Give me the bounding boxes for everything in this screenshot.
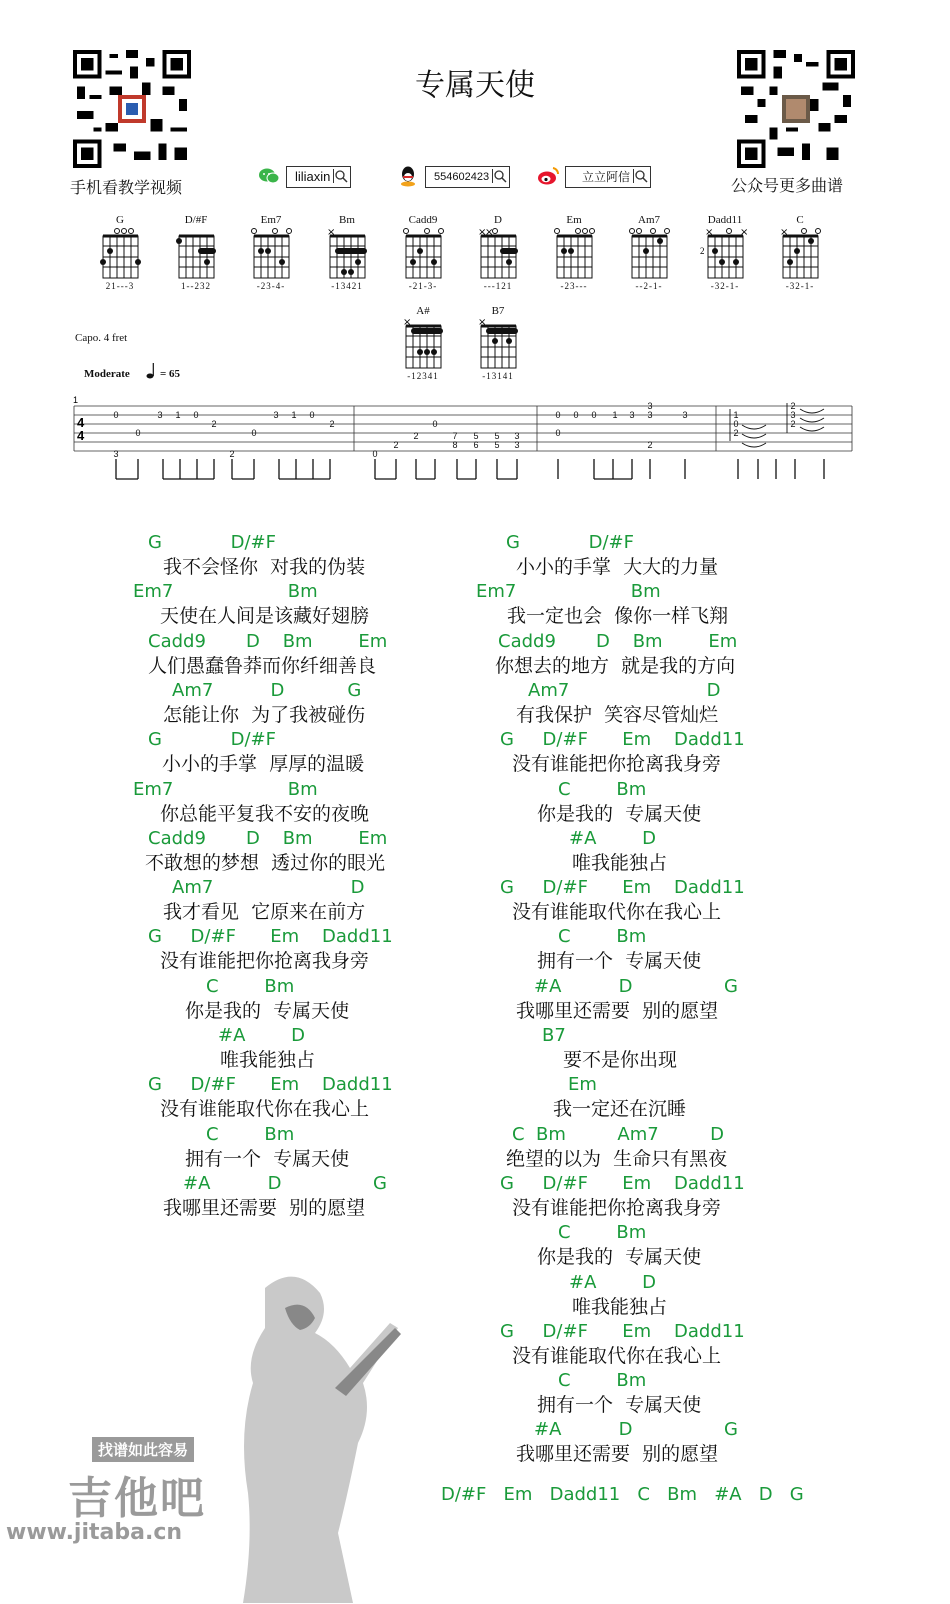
lyric-line: 没有谁能把你抢离我身旁	[512, 753, 722, 776]
guitarist-silhouette	[225, 1268, 425, 1604]
lyric-line: 怎能让你 为了我被碰伤	[163, 703, 366, 726]
chord-line: Am7 D G	[172, 679, 362, 701]
svg-text:2: 2	[393, 440, 399, 450]
chord-line: #A D G	[534, 975, 738, 997]
chord-line: #A D	[569, 827, 657, 849]
lyric-line: 小小的手掌 厚厚的温暖	[162, 753, 365, 776]
chord-name: Dadd11	[707, 214, 743, 226]
lyric-line: 没有谁能取代你在我心上	[512, 1344, 722, 1367]
lyric-line: 小小的手掌 大大的力量	[516, 556, 719, 578]
song-title: 专属天使	[415, 68, 535, 103]
time-sig-top: 4	[77, 415, 85, 430]
lyric-line: 你是我的 专属天使	[185, 999, 350, 1022]
chord-name: Em7	[260, 214, 282, 226]
lyric-line: 唯我能独占	[572, 1295, 668, 1318]
chord-line: G D/#F Em Dadd11	[500, 1172, 745, 1194]
svg-text:5: 5	[494, 431, 500, 441]
svg-text:2: 2	[647, 440, 653, 450]
chord-fingering: ---121	[483, 281, 513, 291]
chord-name: Em	[566, 214, 582, 226]
svg-text:3: 3	[113, 449, 119, 459]
tablature	[0, 395, 950, 485]
svg-text:×: ×	[485, 227, 494, 238]
chord-fingering: -32-1-	[710, 281, 740, 291]
svg-text:2: 2	[700, 246, 705, 256]
capo-label: Capo. 4 fret	[75, 332, 128, 344]
svg-text:×: ×	[740, 227, 749, 238]
lyric-line: 你总能平复我不安的夜晚	[160, 802, 370, 825]
chord-line: C Bm	[558, 926, 647, 948]
chord-line: Em7 Bm	[133, 581, 318, 603]
chord-line: C Bm	[558, 1222, 647, 1244]
lyric-line: 我一定也会 像你一样飞翔	[507, 605, 729, 628]
qq-id-box	[425, 166, 510, 188]
chord-line: C Bm	[206, 975, 295, 997]
qq-icon	[398, 165, 418, 187]
lyric-line: 人们愚蠢鲁莽而你纤细善良	[148, 654, 377, 677]
svg-text:0: 0	[555, 428, 561, 438]
chord-line: Cadd9 D Bm Em	[498, 630, 738, 652]
lyric-line: 没有谁能把你抢离我身旁	[160, 950, 370, 973]
chord-line: C Bm	[558, 1370, 647, 1392]
chord-fingering: -21-3-	[408, 281, 438, 291]
chord-grids-row2	[0, 316, 950, 372]
svg-text:2: 2	[229, 449, 235, 459]
lyric-line: 拥有一个 专属天使	[537, 1394, 702, 1417]
svg-text:0: 0	[591, 410, 597, 420]
svg-text:2: 2	[211, 419, 217, 429]
chord-line: G D/#F Em Dadd11	[500, 1320, 745, 1342]
chord-line: Am7 D	[528, 679, 721, 701]
svg-text:0: 0	[135, 428, 141, 438]
lyric-line: 有我保护 笑容尽管灿烂	[516, 703, 719, 726]
chord-fingering: -23-4-	[256, 281, 286, 291]
svg-text:1: 1	[175, 410, 181, 420]
chord-line: #A D	[569, 1271, 657, 1293]
lyric-line: 唯我能独占	[572, 851, 668, 874]
chord-line: Em7 Bm	[133, 778, 318, 800]
svg-text:3: 3	[514, 440, 520, 450]
chord-fingering: -23---	[560, 281, 588, 291]
lyric-line: 没有谁能把你抢离我身旁	[512, 1196, 722, 1219]
lyric-line: 没有谁能取代你在我心上	[160, 1098, 370, 1121]
svg-text:0: 0	[309, 410, 315, 420]
watermark-slogan: 找谱如此容易	[92, 1437, 194, 1462]
lyric-line: 你是我的 专属天使	[537, 1246, 702, 1269]
svg-text:×: ×	[327, 227, 336, 238]
svg-text:3: 3	[790, 410, 796, 420]
watermark-url: www.jitaba.cn	[6, 1520, 183, 1545]
chord-name: B7	[491, 305, 505, 317]
ending-chords: D/#F Em Dadd11 C Bm #A D G	[441, 1484, 804, 1505]
svg-text:×: ×	[478, 317, 487, 328]
svg-text:0: 0	[555, 410, 561, 420]
svg-text:0: 0	[372, 449, 378, 459]
svg-text:3: 3	[157, 410, 163, 420]
search-icon	[633, 169, 648, 183]
chord-line: G D/#F	[148, 729, 276, 751]
chord-name: D/#F	[184, 214, 208, 226]
chord-line: #A D	[218, 1025, 306, 1046]
svg-text:0: 0	[113, 410, 119, 420]
svg-text:7: 7	[452, 431, 458, 441]
chord-name: Cadd9	[408, 214, 438, 226]
chord-fingering: -13421	[331, 281, 363, 291]
chord-line: Cadd9 D Bm Em	[148, 827, 388, 849]
chord-name: G	[116, 214, 124, 226]
svg-text:0: 0	[251, 428, 257, 438]
chord-line: C Bm Am7 D	[512, 1123, 725, 1145]
chord-line: G D/#F Em Dadd11	[148, 1074, 393, 1096]
svg-text:1: 1	[291, 410, 297, 420]
chord-line: G D/#F	[506, 532, 634, 553]
svg-text:5: 5	[473, 431, 479, 441]
lyric-line: 我不会怪你 对我的伪装	[163, 556, 366, 578]
lyric-line: 唯我能独占	[220, 1049, 316, 1071]
svg-text:3: 3	[647, 410, 653, 420]
chord-line: G D/#F Em Dadd11	[500, 729, 745, 751]
lyric-line: 我一定还在沉睡	[553, 1098, 687, 1121]
chord-name: Bm	[339, 214, 355, 226]
time-sig-bottom: 4	[77, 428, 85, 443]
qr-code-right	[737, 50, 855, 168]
chord-line: B7	[542, 1025, 566, 1046]
svg-text:×: ×	[780, 227, 789, 238]
lyric-line: 你是我的 专属天使	[537, 802, 702, 825]
tempo-label: Moderate	[84, 368, 130, 380]
svg-text:5: 5	[494, 440, 500, 450]
svg-text:×: ×	[478, 227, 487, 238]
lyric-line: 你想去的地方 就是我的方向	[495, 654, 736, 677]
svg-text:2: 2	[413, 431, 419, 441]
svg-text:0: 0	[573, 410, 579, 420]
chord-fingering: 1--232	[181, 281, 211, 291]
weibo-id: 立立阿信	[582, 170, 631, 184]
search-icon	[333, 169, 348, 183]
lyric-line: 不敢想的梦想 透过你的眼光	[145, 851, 386, 874]
qr-code-left	[73, 50, 191, 168]
lyric-line: 我哪里还需要 别的愿望	[516, 999, 719, 1022]
svg-text:0: 0	[733, 419, 739, 429]
chord-line: #A D G	[183, 1172, 387, 1194]
chord-name: D	[494, 214, 502, 226]
chord-fingering: 21---3	[105, 281, 135, 291]
lyric-line: 拥有一个 专属天使	[537, 950, 702, 973]
chord-line: C Bm	[206, 1123, 295, 1145]
search-icon	[492, 169, 507, 183]
lyric-line: 我哪里还需要 别的愿望	[516, 1443, 719, 1466]
lyric-line: 没有谁能取代你在我心上	[512, 901, 722, 924]
svg-text:3: 3	[682, 410, 688, 420]
tempo-value: = 65	[160, 368, 181, 380]
quarter-note-icon	[146, 362, 158, 380]
qq-id: 554602423	[434, 171, 490, 183]
chord-line: Em	[568, 1074, 597, 1096]
wechat-icon	[258, 166, 280, 186]
svg-text:2: 2	[790, 419, 796, 429]
svg-text:1: 1	[612, 410, 618, 420]
weibo-icon	[536, 165, 560, 187]
svg-text:3: 3	[514, 431, 520, 441]
lyric-line: 拥有一个 专属天使	[185, 1147, 350, 1170]
svg-text:×: ×	[403, 317, 412, 328]
chord-grids-row1	[0, 226, 950, 282]
chord-fingering: --2-1-	[635, 281, 663, 291]
svg-text:6: 6	[473, 440, 479, 450]
svg-text:3: 3	[647, 401, 653, 411]
svg-text:2: 2	[790, 401, 796, 411]
chord-fingering: -32-1-	[785, 281, 815, 291]
lyric-line: 我才看见 它原来在前方	[163, 901, 366, 924]
lyric-line: 绝望的以为 生命只有黑夜	[506, 1147, 728, 1170]
wechat-id-box	[286, 166, 351, 188]
chord-line: G D/#F	[148, 532, 276, 553]
chord-line: G D/#F Em Dadd11	[500, 877, 745, 899]
chord-line: #A D G	[534, 1419, 738, 1441]
chord-line: G D/#F Em Dadd11	[148, 926, 393, 948]
chord-line: Am7 D	[172, 877, 365, 899]
chord-fingering: -12341	[407, 371, 439, 381]
chord-name: A#	[416, 305, 430, 317]
chord-fingering: -13141	[482, 371, 514, 381]
lyric-line: 我哪里还需要 别的愿望	[163, 1196, 366, 1219]
watermark-brand: 吉他吧	[68, 1473, 206, 1524]
svg-text:1: 1	[733, 410, 739, 420]
chord-line: C Bm	[558, 778, 647, 800]
chord-name: C	[796, 214, 804, 226]
measure-number: 1	[73, 395, 79, 405]
lyric-line: 天使在人间是该藏好翅膀	[160, 605, 370, 628]
svg-text:3: 3	[273, 410, 279, 420]
svg-text:3: 3	[629, 410, 635, 420]
qr-right-caption: 公众号更多曲谱	[731, 176, 844, 195]
svg-text:2: 2	[733, 428, 739, 438]
wechat-id: liliaxin	[295, 169, 331, 184]
chord-line: Cadd9 D Bm Em	[148, 630, 388, 652]
svg-text:0: 0	[193, 410, 199, 420]
svg-text:8: 8	[452, 440, 458, 450]
svg-text:×: ×	[705, 227, 714, 238]
svg-text:2: 2	[329, 419, 335, 429]
svg-text:0: 0	[432, 419, 438, 429]
qr-left-caption: 手机看教学视频	[70, 178, 183, 197]
chord-name: Am7	[638, 214, 660, 226]
lyric-line: 要不是你出现	[563, 1049, 678, 1071]
weibo-id-box	[565, 166, 651, 188]
chord-line: Em7 Bm	[476, 581, 661, 603]
